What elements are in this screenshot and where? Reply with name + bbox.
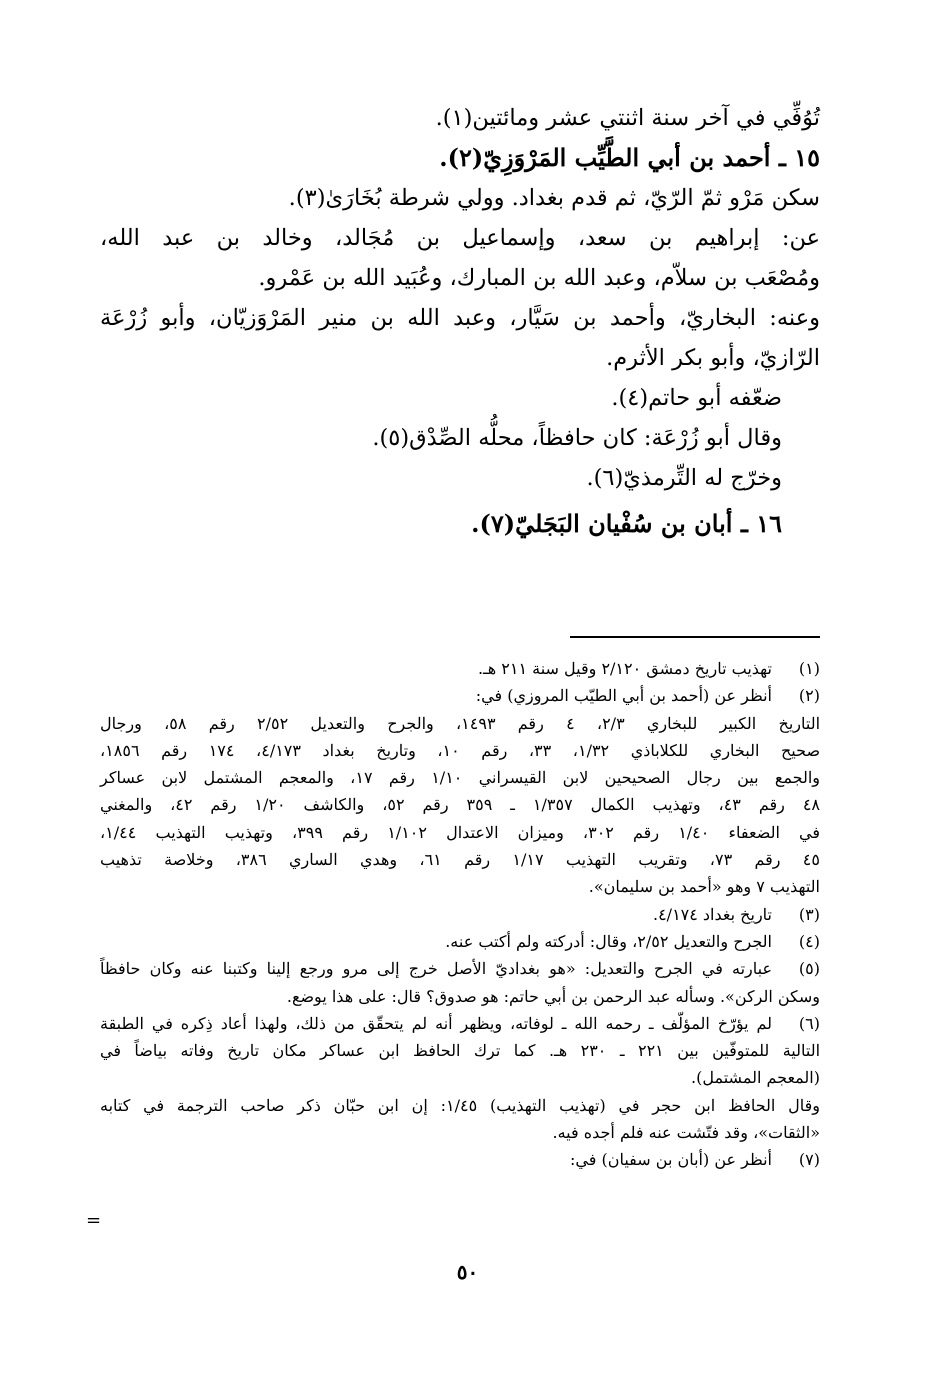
entry-heading: ١٥ ـ أحمد بن أبي الطَّيِّب المَرْوَزِيّ(٢). [439,143,820,172]
footnote-line: الجرح والتعديل ٢/٥٢، وقال: أدركته ولم أكتب عنه. [445,931,772,951]
main-text [100,98,820,544]
main-line: وخرّج له التِّرمذيّ(٦). [586,465,782,491]
footnote-number: (٢) [798,686,820,706]
footnote-line: لم يؤرّخ المؤلّف ـ رحمه الله ـ لوفاته، ويظهر أنه لم يتحقّق من ذلك، ولهذا أعاد ذِكره في الطبقة [100,1013,772,1033]
footnote [100,682,820,709]
footnote-line: ٤٨ رقم ٤٣، وتهذيب الكمال ١/٣٥٧ ـ ٣٥٩ رقم ٥٢، والكاشف ١/٢٠ رقم ٤٢، والمغني [100,795,821,815]
footnote-line: «الثقات»، وقد فتّشت عنه فلم أجده فيه. [552,1123,820,1143]
footnote-number: (١) [798,659,820,678]
footnote [100,928,820,955]
footnote-line: التهذيب ٧ وهو «أحمد بن سليمان». [588,877,820,897]
main-line: وعنه: البخاريّ، وأحمد بن سَيَّار، وعبد الله بن منير المَرْوَزيّان، وأبو زُرْعَة [100,305,820,331]
footnote-line: والجمع بين رجال الصحيحين لابن القيسراني ١/١٠ رقم ١٧، والمعجم المشتمل لابن عساكر [100,768,820,788]
footnote-line: في الضعفاء ١/٤٠ رقم ٣٠٢، وميزان الاعتدال ١/١٠٢ رقم ٣٩٩، وتهذيب التهذيب ١/٤٤، [100,822,821,842]
footnote-line: (المعجم المشتمل). [691,1068,820,1088]
footnote-line: التالية للمتوفّين بين ٢٢١ ـ ٢٣٠ هـ. كما ترك الحافظ ابن عساكر مكان تاريخ وفاته بياضاً في [100,1041,821,1061]
entry-heading: ١٦ ـ أبان بن سُفْيان البَجَليّ(٧). [471,509,782,538]
main-line: سكن مَرْو ثمّ الرّيّ، ثم قدم بغداد. وولي شرطة بُخَارَىٰ(٣). [288,185,820,211]
footnote-line: ٤٥ رقم ٧٣، وتقريب التهذيب ١/١٧ رقم ٦١، وهدي الساري ٣٨٦، وخلاصة تذهيب [100,850,820,870]
main-line: تُوُفِّي في آخر سنة اثنتي عشر ومائتين(١). [435,105,820,131]
footnote-line: صحيح البخاري للكلاباذي ١/٣٢، ٣٣، رقم ١٠، وتاريخ بغداد ٤/١٧٣، ١٧٤ رقم ١٨٥٦، [100,740,821,760]
footnote-continuation [100,1037,820,1146]
footnote-line: التاريخ الكبير للبخاري ٢/٣، ٤ رقم ١٤٩٣، والجرح والتعديل ٢/٥٢ رقم ٥٨، ورجال [100,713,821,733]
footnote-line: تهذيب تاريخ دمشق ٢/١٢٠ وقيل سنة ٢١١ هـ. [477,659,772,678]
footnote [100,1146,820,1173]
footnote-line: تاريخ بغداد ٤/١٧٤. [652,904,772,924]
footnote-number: (٦) [798,1013,820,1033]
main-line: الرّازيّ، وأبو بكر الأثرم. [606,345,820,371]
footnote-number: (٧) [798,1150,820,1170]
footnote [100,955,820,982]
footnote-line: وقال الحافظ ابن حجر في (تهذيب التهذيب) ١/٤٥: إن ابن حبّان ذكر صاحب الترجمة في كتابه [100,1095,821,1115]
main-line: عن: إبراهيم بن سعد، وإسماعيل بن مُجَالد، وخالد بن عبد الله، [100,225,820,251]
footnote-number: (٥) [798,959,820,979]
page-number: ٥٠ [456,1260,479,1284]
footnote-number: (٣) [798,904,820,924]
footnote-separator [570,636,820,638]
footnote-line: عبارته في الجرح والتعديل: «هو بغداديّ الأصل خرج إلى مرو ورجع إلينا وكتبنا عنه وكان حافظاً [100,959,772,979]
footnote-line: أنظر عن (أبان بن سفيان) في: [570,1150,772,1170]
footnote-line: وسكن الركن». وسأله عبد الرحمن بن أبي حاتم: هو صدوق؟ قال: على هذا يوضع. [286,986,820,1006]
footnote-continuation [100,983,820,1010]
continuation-marker: = [86,1210,102,1231]
footnote-line: أنظر عن (أحمد بن أبي الطيّب المروزي) في: [475,686,772,706]
main-line: وقال أبو زُرْعَة: كان حافظاً، محلُّه الصِّدْق(٥). [372,425,782,451]
footnote [100,655,820,682]
footnote-number: (٤) [798,931,820,951]
main-line: ضعّفه أبو حاتم(٤). [611,385,782,411]
footnotes [100,655,820,1174]
footnote [100,901,820,928]
footnote [100,1010,820,1037]
footnote-continuation [100,710,820,901]
main-line: ومُصْعَب بن سلاّم، وعبد الله بن المبارك، وعُبَيد الله بن عَمْرو. [258,265,820,291]
